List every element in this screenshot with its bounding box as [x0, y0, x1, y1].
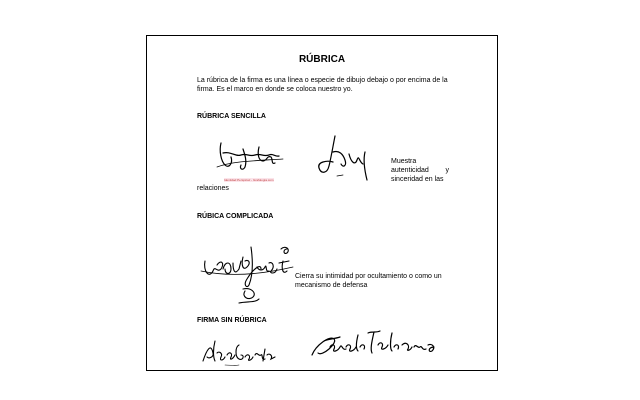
- simple-rubric-description-continued: relaciones: [197, 185, 229, 192]
- section-heading-no-rubric: FIRMA SIN RÚBRICA: [197, 317, 267, 324]
- section-heading-complicated: RÚBICA COMPLICADA: [197, 213, 274, 220]
- simple-rubric-signature-2: [315, 132, 375, 184]
- document-title: RÚBRICA: [298, 54, 346, 65]
- intro-paragraph: La rúbrica de la firma es una línea o especie de dibujo debajo o por encima de la firma. Es el marco en donde se coloca nuestro yo.: [197, 77, 448, 93]
- document-page: [146, 35, 498, 371]
- alfredo-gonzalez-signature: [199, 335, 277, 369]
- complicated-rubric-description: Cierra su intimidad por ocultamiento o como un mecanismo de defensa: [295, 273, 442, 289]
- image-caption: Identidad Perspicaz - Grafología.com: [224, 178, 274, 182]
- sandra-toledano-signature: [310, 327, 440, 363]
- simple-rubric-description: Muestra autenticidad y sinceridad en las: [391, 158, 449, 183]
- section-heading-simple: RÚBRICA SENCILLA: [197, 113, 266, 120]
- walt-disney-signature: [199, 241, 295, 307]
- simple-rubric-signature-1: [213, 131, 289, 179]
